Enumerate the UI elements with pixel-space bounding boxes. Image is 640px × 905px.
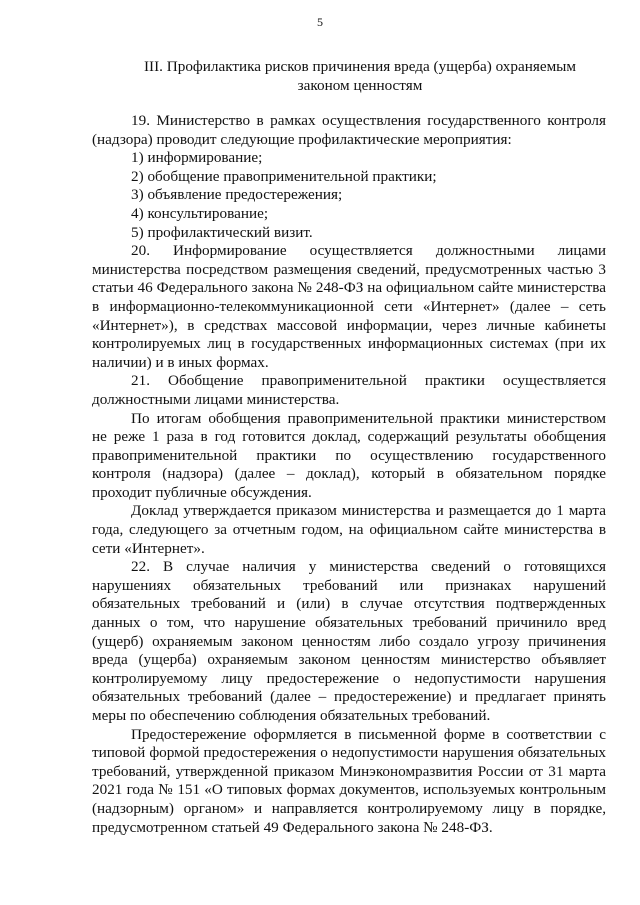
list-item-5: 5) профилактический визит.	[131, 223, 313, 241]
paragraph-22: 22. В случае наличия у министерства сведений о готовящихся нарушениях обязательных требований или признаках нарушений обязательных требований и (или) в случае отсутствия подтвержденных данных о том, что нарушение обязательных требований причинило вред (ущерб) охраняемым законом ценностям либо создало угрозу причинения вреда (ущерба) охраняемым законом ценностям министерство объявляет контролируемому лицу предостережение о недопустимости нарушения обязательных требований (далее – предостережение) и предлагает принять меры по обеспечению соблюдения обязательных требований.	[92, 558, 606, 724]
paragraph-21: 21. Обобщение правоприменительной практики осуществляется должностными лицами министерства.	[92, 372, 606, 408]
section-heading-line-1: III. Профилактика рисков причинения вреда (ущерба) охраняемым	[144, 58, 576, 75]
page-number: 5	[317, 15, 323, 29]
section-heading-line-2: законом ценностям	[297, 76, 423, 94]
list-item-3: 3) объявление предостережения;	[131, 186, 343, 204]
list-item-1: 1) информирование;	[131, 149, 263, 167]
list-item-2: 2) обобщение правоприменительной практики;	[131, 167, 437, 185]
paragraph-22-warning-form: Предостережение оформляется в письменной форме в соответствии с типовой формой предостережения о недопустимости нарушения обязательных требований, утвержденной приказом Минэкономразвития России от 31 марта 2021 года № 151 «О типовых формах документов, используемых контрольным (надзорным) органом» и направляется контролируемому лицу в порядке, предусмотренном статьей 49 Федерального закона № 248-ФЗ.	[92, 725, 606, 836]
paragraph-19: 19. Министерство в рамках осуществления государственного контроля (надзора) проводит следующие профилактические мероприятия:	[92, 112, 606, 148]
section-heading	[80, 58, 640, 95]
document-body	[92, 112, 606, 837]
list-item-4: 4) консультирование;	[131, 204, 269, 222]
paragraph-21-report: По итогам обобщения правоприменительной практики министерством не реже 1 раза в год готовится доклад, содержащий результаты обобщения правоприменительной практики по осуществлению государственного контроля (надзора) (далее – доклад), который в обязательном порядке проходит публичные обсуждения.	[92, 409, 606, 501]
paragraph-21-approval: Доклад утверждается приказом министерства и размещается до 1 марта года, следующего за отчетным годом, на официальном сайте министерства в сети «Интернет».	[92, 502, 606, 557]
paragraph-20: 20. Информирование осуществляется должностными лицами министерства посредством размещения сведений, предусмотренных частью 3 статьи 46 Федерального закона № 248-ФЗ на официальном сайте министерства в информационно-телекоммуникационной сети «Интернет» (далее – сеть «Интернет»), в средствах массовой информации, через личные кабинеты контролируемых лиц в государственных информационных системах (при их наличии) и в иных формах.	[92, 242, 606, 371]
